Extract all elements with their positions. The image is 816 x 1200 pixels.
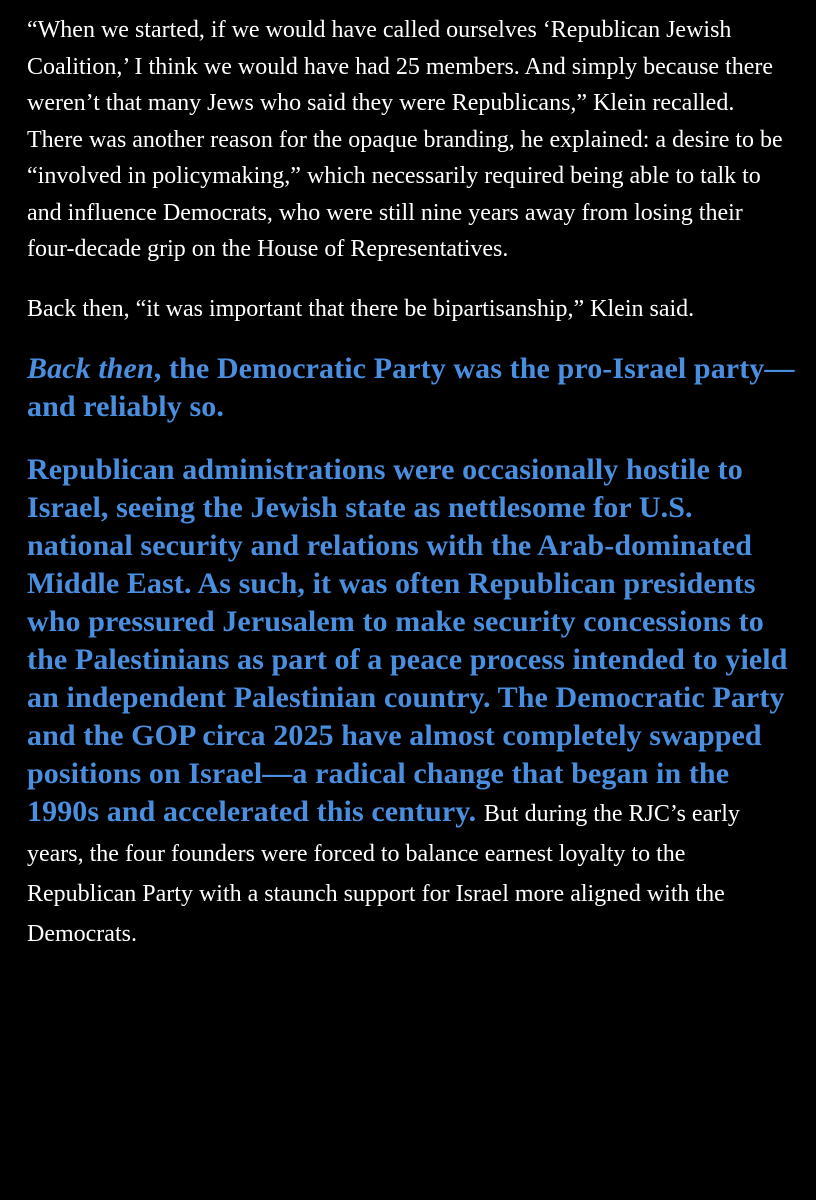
italic-lead: Back then (27, 352, 154, 385)
highlighted-paragraph-pro-israel-party (27, 350, 795, 426)
plain-tail-text: But during the RJC’s early years, the four founders were forced to balance earnest loyalty to the Republican Party with a staunch support for Israel more aligned with the Democrats. (27, 801, 740, 947)
highlighted-paragraph-republican-administrations (27, 451, 795, 953)
article-body (27, 12, 795, 953)
highlighted-text: Republican administrations were occasionally hostile to Israel, seeing the Jewish state as nettlesome for U.S. national security and relations with the Arab-dominated Middle East. As such, it was often Republican presidents who pressured Jerusalem to make security concessions to the Palestinians as part of a peace process intended to yield an independent Palestinian country. The Democratic Party and the GOP circa 2025 have almost completely swapped positions on Israel—a radical change that began in the 1990s and accelerated this century. (27, 453, 788, 828)
paragraph-bipartisanship: Back then, “it was important that there be bipartisanship,” Klein said. (27, 295, 695, 322)
highlight-rest: , the Democratic Party was the pro-Israel party—and reliably so. (27, 352, 795, 423)
paragraph-klein-quote: “When we started, if we would have called ourselves ‘Republican Jewish Coalition,’ I think we would have had 25 members. And simply because there weren’t that many Jews who said they were Republicans,” Klein recalled. There was another reason for the opaque branding, he explained: a desire to be “involved in policymaking,” which necessarily required being able to talk to and influence Democrats, who were still nine years away from losing their four-decade grip on the House of Representatives. (27, 17, 783, 262)
